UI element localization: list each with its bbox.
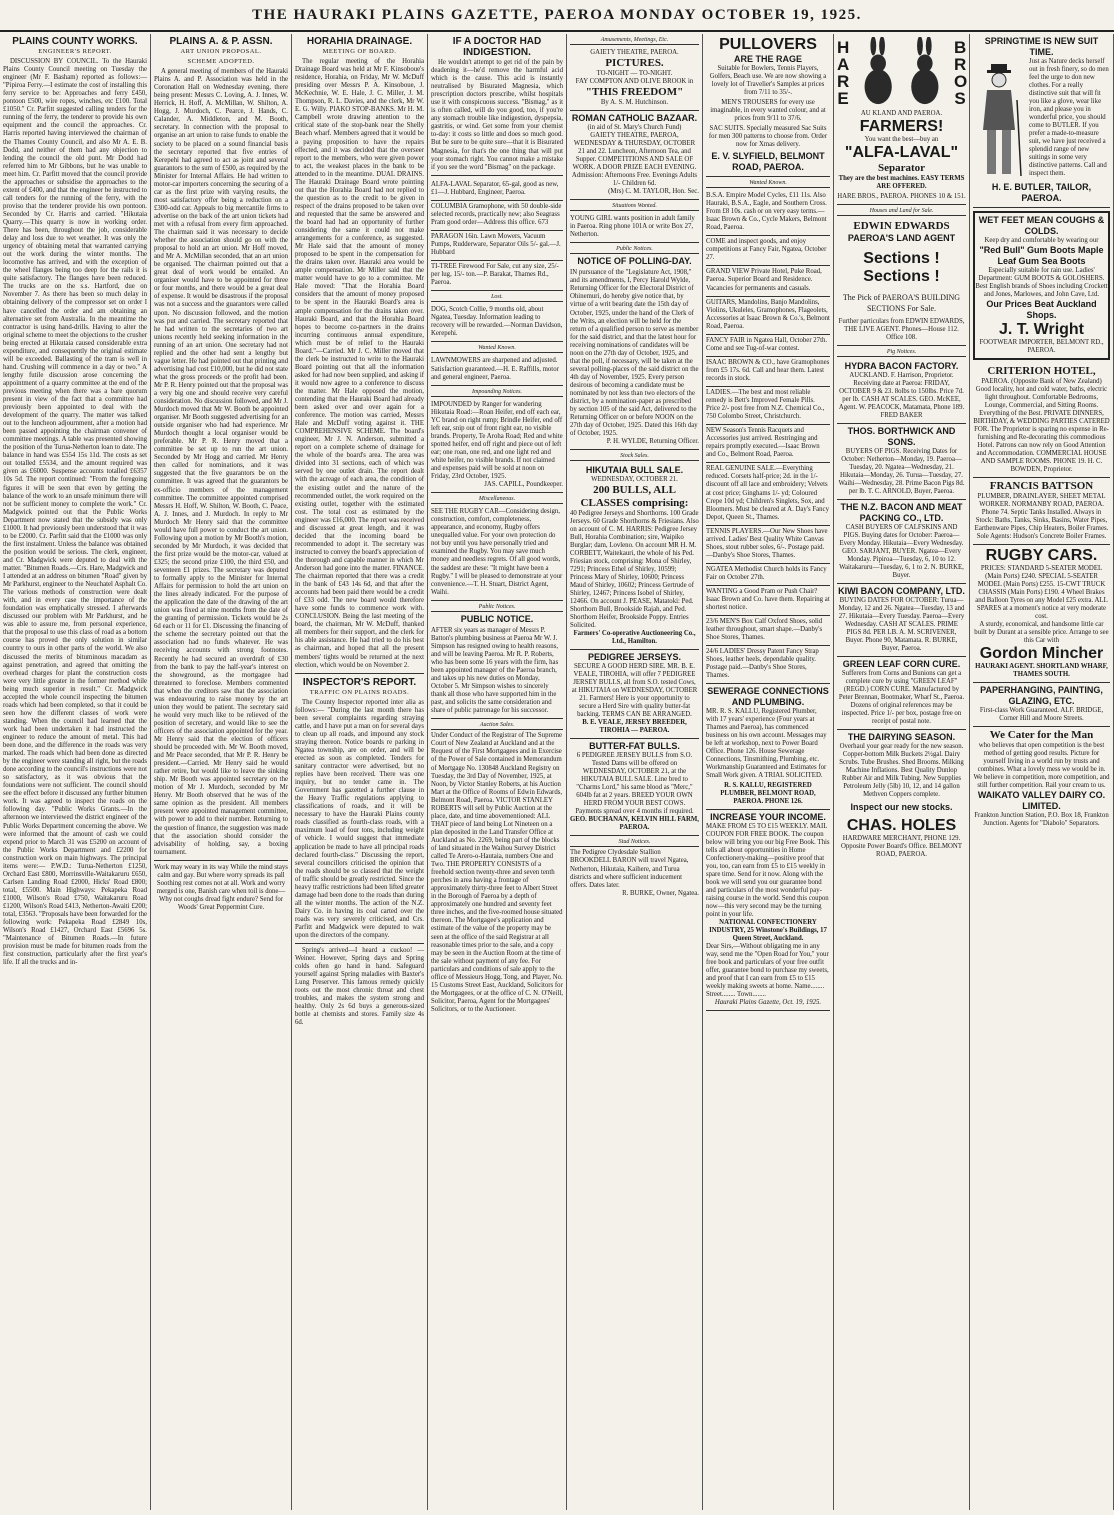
column-classifieds-c (703, 34, 834, 1510)
wanted-item: B.S.A. Empire Model Cycles, £11 11s. Also Hauraki, B.S.A., Eagle, and Southern Cross. From £8 10s. cash or on very easy terms.—Isaac Brown & Co., Cycle Makers, Belmont Road, Paeroa. (706, 190, 830, 236)
article-subtitle: ENGINEER'S REPORT. (38, 48, 112, 55)
butterfat-ad: BUTTER-FAT BULLS. 6 PEDIGREE JERSEY BULLS from S.O. Tested Dams will be offered on WEDNESDAY, OCTOBER 21, at the HIKUTAIA BULL SALE. Line bred to "Charms Lord," his same blood as "Merc," 604lb fat at 2 years. BREED YOUR OWN HERD FROM YOUR BEST COWS. Payments spread over 4 months if required. GEO. BUCHANAN, KELVIN HILL FARM, PAEROA. (570, 739, 699, 836)
borthwick-ad: THOS. BORTHWICK AND SONS. BUYERS OF PIGS. Receiving Dates for October: Netherton—Monday, 19. Paeroa—Tuesday, 20. Ngatea—Wednesday, 21. Hikutaia—Monday, 26. Turua—Tuesday, 27. Waihi—Wednesday, 28. Prime Bacon Pigs 8d. per lb. T. C. ARNOLD, Buyer, Paeroa. (837, 424, 966, 500)
section-label: Stock Sales. (570, 452, 699, 461)
wanted-item: REAL GENUINE SALE.—Everything reduced. Corsets half-price; 2d. in the 1/- discount off all lace and embroidery; Velvets at cost price; Ginghams 1/- yd; Coloured Crepe 10d yd; Children's Singlets, Sox, and Bloomers. Must be cleared at A. Day's Fancy Depot, Queen St., Thames. (706, 463, 830, 525)
wanted-item: LADIES.—The best and most reliable remedy is Bett's Improved Female Pills. Price 2/- post free from N.Z. Chemical Co., 750 Colombo Street, Christchurch. (706, 387, 830, 425)
bazaar-ad: ROMAN CATHOLIC BAZAAR. (in aid of St. Mary's Church Fund) GAIETY THEATRE, PAEROA, WEDNESDAY & THURSDAY, OCTOBER 21 and 22. Luncheon, Afternoon Tea, and Supper. COMPETITIONS AND SALE OF WORK. A DOOR PRIZE EACH EVENING. Admission: Afternoons Free. Evenings Adults 1/- Children 6d. (Mrs) C. M. TAYLOR, Hon. Sec. (570, 111, 699, 200)
article-title: PLAINS A. & P. ASSN. (169, 36, 273, 47)
masthead: THE HAURAKI PLAINS GAZETTE, PAEROA MONDAY OCTOBER 19, 1925. (0, 0, 1114, 32)
article-title: HORAHIA DRAINAGE. (306, 36, 413, 47)
hares-illustration (849, 37, 954, 109)
kiwi-bacon-ad: KIWI BACON COMPANY, LTD. BUYING DATES FOR OCTOBER: Turua—Monday, 12 and 26. Ngatea—Tuesday, 13 and 27. Hikutaia—Every Tuesday. Paeroa—Every Wednesday. CASH AT SCALES. PRIME PIGS 8d. PER LB. A. M. SCRIVENER, Buyer. Phone 90, Matamata. R. BURKE, Buyer, Paeroa. (837, 584, 966, 657)
wanted-item: TENNIS PLAYERS.—Our New Shoes have arrived. Ladies' Best Quality White Canvas Shoes, stout rubber soles, 6/-. Postage paid.—Danby's Shoe Stores, Thames. (706, 526, 830, 564)
public-notice-title: PUBLIC NOTICE. (460, 613, 534, 624)
situations-ad: YOUNG GIRL wants position in adult family in Paeroa. Ring phone 101A or write Box 27, Netherton. (570, 213, 699, 243)
peppermint-ad: Work may weary in its way While the mind stays calm and gay. But where worry spreads its pall Soothing rest comes not at all. Work and worry merged is one, Banish care when toil is done— Why not coughs dread fight endure? Send for Woods' Great Peppermint Cure. (154, 863, 288, 911)
section-label: Miscellaneous. (431, 495, 563, 504)
article-subtitle: MEETING OF BOARD. (322, 48, 397, 55)
wanted-item: FANCY FAIR in Ngatea Hall, October 27th. Come and see Tug-of-war contest. (706, 335, 830, 357)
wanted-item: GUITARS, Mandolins, Banjo Mandolins, Violins, Ukuleles, Gramophones, Flageolets, Accessories at Isaac Brown & Co.'s, Belmont Road, Paeroa. (706, 297, 830, 335)
section-label: Public Notices. (431, 603, 563, 612)
wanted-item: ISAAC BROWN & CO., have Gramophones from £5 17s. 6d. Call and hear them. Latest records in stock. (706, 357, 830, 387)
divider (154, 860, 288, 861)
theatre-ad: GAIETY THEATRE, PAEROA. PICTURES. TO-NIGHT — TO-NIGHT. FAY COMPTON AND OLIVE BROOK in "THIS FREEDOM" By A. S. M. Hutchinson. (570, 47, 699, 111)
dairying-ad: THE DAIRYING SEASON. Overhaul your gear ready for the new season. Copper-bottom Milk Buckets 2½gal. Dairy Scrubs. Tube Brushes. Shed Brooms. Milking Machine Inflations. Best Quality Dunlop Rubber Air and Milk Tubing. New Supplies Petroleum Jelly (5lb) 10, 12, and 14 gallon Methven Coppers complete. Inspect our new stocks. CHAS. HOLES HARDWARE MERCHANT, PHONE 129. Opposite Power Board's Office. BELMONT ROAD, PAEROA. (839, 732, 964, 859)
nz-bacon-ad: THE N.Z. BACON AND MEAT PACKING CO., LTD. CASH BUYERS OF CALFSKINS AND PIGS. Buying dates for October: Paeroa—Every Monday. Hikutaia—Every Wednesday. GEO. SARJANT, BUYER. Ngatea—Every Monday. Pipiroa—Tuesday, 6, 10 to 12. Waitakaruru—Tuesday, 6, 1 to 2. N. BURKE, Buyer. (837, 500, 966, 584)
section-label: Auction Sales. (431, 721, 563, 730)
column-plains-ap (151, 34, 292, 1510)
criterion-ad: CRITERION HOTEL, PAEROA. (Opposite Bank of New Zealand) Good locality, hot and cold water, baths, electric light throughout. Comfortable Bedrooms, Lounge, Commercial, and Sitting Rooms. Everything of the Best. PRIVATE DINNERS, BIRTHDAY, & WEDDING PARTIES CATERED FOR. The Proprietor is sparing no expense in Re-furnishing and Re-decorating this commodious Hotel. Patrons can now rely on Good Attention and Accommodation. COMMERCIAL HOUSE AND SAMPLE ROOMS. PHONE 19. H. C. BOWDEN, Proprietor. (973, 363, 1110, 478)
stud-notice: The Pedigree Clydesdale Stallion BROOKDELL BARON will travel Ngatea, Netherton, Hikutaia, Kaihere, and Turua districts and where sufficient inducement offers. Dates later. R. BURKE, Owner, Ngatea. (570, 849, 699, 897)
classified-ad: PARAGON 16in. Lawn Mowers, Vacuum Pumps, Rudderware, Separator Oils 5/- gal.—J. Hubbard (431, 231, 563, 261)
article-body: A general meeting of members of the Hauraki Plains A. and P. Association was held in the Coronation Hall on Wednesday evening, there being present: Messrs C. Loving, A. J. Innes, W. Herrick, H. Hoff, A. McMillan, W. Shilton, A. Hogg, J. Murdoch, C. Pearce, J. Hands, C. Calander, A. Middleton, and M. Booth, secretary. In connection with the proposal to organise an art union to raise funds to enable the society to be placed on a sound financial basis the secretary reported that five entries of Kerepehi had agreed to act as joint and several guarantors to the sum of £500, as required by the Minister for Internal Affairs. He had written to motor-car importers concerning the securing of a car as the first prize with varying results, the most satisfactory offer being a reduction on a £300-odd car. Appeals to big mercantile firms to advertise on the back of the art union tickets had met with a refusal from every firm approached. The chairman said it was necessary to decide whether the association should go on with the proposal to hold an art union. Mr Hoff moved, and Mr A. McMillan seconded, that an art union be organised. The chairman pointed out that a great deal of work would be entailed. An organiser would have to be appointed for three or four months, and there would be a great deal of expense. It would be disastrous if the proposal was not a success and the guarantors were called upon. No discussion followed, and the motion was put and carried. The secretary reported that he had written to the secretaries of two art unions recently held seeking information in the running of an art union. One secretary had not replied and the other had sent a lengthy but vague letter. He had pointed out that printing and advertising had cost £10,000, but he did not state what the gross proceeds or the profit had been. Mr P. R. Henry pointed out that the proposal was a very big one and should receive very careful consideration. No discussion followed, and Mr J. Murdoch moved that Mr W. Booth be appointed organiser. Mr Booth suggested advertising for an outside organiser who had had experience. Mr Murdoch thought a local organiser would be preferable. Mr P. R. Henry moved that a committee be set up to run the art union. Seconded by Mr Hogg and carried. Mr Henry then called for nominations, and it was suggested that the five guarantors be on the committee. It was agreed that the guarantors be ex-officio members of the management committee. The committee appointed comprised Messrs H. Hoff, W. Shilton, W. Booth, C. Peace, A. J. Innes, and J. Murdoch. In reply to Mr Murdoch Mr Henry said that the committee would have full power to conduct the art union. Following upon a motion by Mr Booth's motion, seconded by Mr Murdoch, it was decided that the first prize would be the motor-car, valued at £325; the second prize £100, the third £50, and seventeen £1 prizes. The secretary was deputed to formally apply to the Minister for Internal Affairs for permission to hold the art union on the lines already indicated. For the purpose of the application the date of the drawing of the art union was fixed at nine months from the date of the granting of permission. Tickets would be 2s 6d each or 11 for £1. Discussing the financing of the scheme the secretary pointed out that the association had no funds whatever. He was receiving accounts with strong footnotes. Recently he had secured an overdraft of £30 from the bank to pay the half-year's interest on the showground, as the mortgagee had threatened to foreclose. Members commented that when the creditors saw that the association was endeavouring to raise money by the art union they would be patient. The secretary said he would very much like to be relieved of the position of secretary, and would like to see the officers of the association appointed for the year. Mr Henry said that the election of officers should be proceeded with. Mr W. Booth moved, and Mr Peace seconded, that Mr P. R. Henry be president.—Carried. Mr Henry said he would rather retire, but would like to leave the sinking ship. Mr Booth was appointed secretary on the motion of Mr J. Murdoch, seconded by Mr Henry. Mr Booth observed that he was of the same opinion as the president. All members present were appointed management committee, with power to add to their number. Returning to the question of finance, the suggestion was made that the association should consider the advisability of holding, say, a boxing tournament. (154, 68, 288, 856)
shoes-ad: 23/6 MEN'S Box Calf Oxford Shoes, solid leather throughout, smart shape.—Danby's Shoe Stores, Thames. (706, 616, 830, 646)
article-body: DISCUSSION BY COUNCIL. To the Hauraki Plains County Council meeting on Tuesday the engineer (Mr F. Basham) reported as follows:— "Pipiroa Ferry.—I estimate the cost of installing this ferry service to be: Approaches and ferry £450, pontoon £500, wire ropes, winches, etc £100. Total £1050." Cr. Parfitt suggested calling tenders for the running of the ferry, the tenderer to provide his own equipment and the council the approaches. Cr. Harris reported having interviewed the chairman of the Thames County Council, and also Mr A. E. B. Dodd, and neither of them had any objection to lending the council the old punt. Mr Dodd had referred him to Mr Gibbons, but he was unable to meet him. Cr. Parfitt moved that the council provide the approaches or subsidise the approaches to the extent of £400, and that the engineer be instructed to call tenders for the running of the ferry, with the proviso that the tenderer provide his own pontoon. Seconded by Cr. Harris and carried. "Hikutaia Quarry.—This quarry is now in working order. There has been, throughout the job, considerable delay and loss due to wet weather. It was only the urgency of obtaining metal that warranted carrying out the work during the winter months. The locomotive has arrived, and with the exception of the wheel flanges being too deep for the rails it is quite satisfactory. The flanges have been reduced. The trucks are on the s.s. Hartford, due on November 7. As there has been so much delay in obtaining delivery of the compressor set on order I have cancelled the order and am obtaining an alternative set from Australia. In the meantime the contractor is using hand-drills. Having to alter the original scheme to meet the objections to the crusher being erected at Hikutaia caused considerable extra expenditure, and consequently the original estimate will be exceeded. Ballasting of the tram is well in hand. Crushing will commence in a day or two." A lengthy futile discussion arose concerning the appointment of a quarry committee at the end of the previous meeting when there was a bare quorum present in view of the fact that a committee had previously been appointed to deal with the development of the quarry. The matter was talked out to the luncheon adjournment, after a motion had been passed appointing the chairman convener of committee meetings. A table was presented showing the position of the Turua-Netherton loan to date. The balance in hand was £554 15s 11d. The costs as set out totalled £5534, and the amount required was given as £6000. Suspense accounts totalled £6357 10s 5d. The report continued: "From the foregoing figures it will be seen that even by getting the balance of the work to an unsafe minimum there will not be sufficient money to complete the work." Cr. Madgwick pointed out that the Public Works Department now stated that the subsidy was only £1000. It had previously been understood that it was to be £2000. Cr. Parfitt said that the £1000 was only the first instalment. Unless the balance was obtained the position would be serious. The clerk, engineer, and Cr. Madgwick were deputed to deal with the matter. "Bitumen Roads.—Crs. Hare, Madgwick and I attended at an address on bitumen "Road" given by Mr Parkhurst, engineer to the Neuchatel Asphalt Co. The various methods of construction were dealt with, and in every case the importance of the foundation was emphatically stressed. I afterwards discussed our problem with Mr Parkhurst, and he was able to assure me, from personal experience, that the proposal to use this class of road as a bottom course has proved the only solution in similar country to ours in other parts of the world. We also discussed the merits of bituminous macadam as against penetration, and agreed that omitting the overhead charges for plant the construction costs were very little greater in the former method while being much superior in result." Cr. Madgwick accepted the whole council inspecting the bitumen roads which had been completed, so that it could be seen how the different classes of work were standing. When the council had learned that the work had been undertaken it had instructed the engineer to reduce the amount of metal. This had been done, and the difference in the roads was very marked. The roads which had been done as directed by the engineer were standing all right, but the roads done according to the council's instructions were not so satisfactory, as it was obvious that the foundations were not sufficient. The council should see the effect before it discussed any further bitumen work. It was agreed to inspect the roads on the following day. "Public Works Grants.—In the afternoon we interviewed the district engineer of the Public Works Department concerning the above. We were informed that the amount of cash we could expend prior to March 31 was £5200 on account of the Public Works Department and £2200 for construction work on main highways. The principal items were:— P.W.D.: Turua-Netherton £1250, Orchard East £800, Morrinsville-Waitakaruru £650, Carlsen Landing Road £2000, Hicks' Road £800; total, £5500. Main Highways: Pekapeka Road £1000, Wilson's Road £750, Waitakaruru Road £1200, Wilson's Road £413, Netherton-Awaiti £200; total, £3563. "Proposals have been forwarded for the following work: Pekapeka Road £2849 10s, Wilson's Road £1427, Orchard East £5696 5s. "Maintenance of Bitumen Roads.—In future provision must be made for bitumen roads from the first construction, particularly after the first year's life. If all the trucks and in- (3, 58, 148, 967)
divider (295, 673, 424, 674)
article-subtitle-2: TRAFFIC ON PLAINS ROADS. (309, 688, 410, 696)
wright-ad: WET FEET MEAN COUGHS & COLDS. Keep dry and comfortable by wearing our "Red Bull" Gum Boots Maple Leaf Gum Sea Boots Especially suitable for rain use. Ladies' Department: GUM BOOTS & GOLOSHERS. Best English brands of Shoes including Crockett and Jones, Marlowes, and John Cave, Ltd. Our Prices Beat Auckland Shops. J. T. Wright FOOTWEAR IMPORTER, BELMONT RD., PAEROA. (973, 211, 1110, 360)
article-subtitle: ART UNION PROPOSAL. (180, 48, 262, 55)
gentleman-illustration (973, 60, 1025, 180)
wanted-item: NEW Season's Tennis Racquets and Accessories just arrived. Restringing and repairs promptly executed.—Isaac Brown and Co., Belmont Road, Paeroa. (706, 425, 830, 463)
income-ad: INCREASE YOUR INCOME. MAKE FROM £5 TO £15 WEEKLY. MAIL COUPON FOR FREE BOOK. The coupon below will bring you our big Free Book. This tells all about opportunities in Home Confectionery-making—positive proof that you, too, can earn from £5 to £15 weekly in spare time. Send for it now. Along with the book we will send you our guarantee bond and particulars of the most wonderful pay-raising course in the world. Send this coupon now—this very second may be the turning point in your life. NATIONAL CONFECTIONERY INDUSTRY, 25 Winstone's Buildings, 17 Queen Street, Auckland. Dear Sirs,—Without obligating me in any way, send me the "Open Road for You," your free book and particulars of your free outfit offer, guarantee bond to purchase my sweets, and proof that I can earn from £5 to £15 weekly making sweets at home. Name........ Street........ Town........ Hauraki Plains Gazette, Oct. 19, 1925. (706, 810, 830, 1011)
auction-notice: Under Conduct of the Registrar of The Supreme Court of New Zealand at Auckland and at the Request of the First Mortgagees and in Exercise of the Power of Sale contained in Memorandum of Mortgage No. 130848 Auckland Registry on Tuesday, the 3rd Day of November, 1925, at Noon, by Victor Stanley Roberts, at his Auction Mart at the Office of Rooms of Edwin Edwards, Belmont Road, Paeroa. VICTOR STANLEY ROBERTS will sell by Public Auction at the place, date, and time abovementioned: ALL THAT piece of land being Lot Nineteen on a plan deposited in the Land Transfer Office at Auckland as No. 2269, being part of the blocks of land situated in the Waihou Survey District called Te Arero-o-Hautaia, numbers One and Two. THE PROPERTY CONSISTS of a freehold section twenty-three and seven tenth perches in area having a frontage of approximately thirty-three feet to Albert Street in the Borough of Paeroa by a depth of approximately one hundred and seventy feet three inches, and the five-roomed house situated thereon. The Mortgagee's application and estimate of the value of the property may be seen at the office of the said Registrar at all reasonable times prior to the sale, and a copy may be seen in the Auction Room at the time of the sale without payment of any fee. For particulars and conditions of sale apply to the office of Messieurs Hogg, Tong, and Player, No. 15 Customs Street East, Auckland, Solicitors for the Mortgagees, or at the office of C. N. O'Neill, Solicitor, Paeroa, Agent for the Mortgagees' Solicitors, or to the Auctioneer. (431, 732, 563, 1013)
article-title-2: INSPECTOR'S REPORT. (302, 676, 417, 688)
article-section: SCHEME ADOPTED. (187, 58, 255, 66)
spring-ad: Spring's arrived—I heard a cuckoo! —Weiner. However, Spring days and Spring colds often go hand in hand. Safeguard yourself against Spring maladies with Baxter's Lung Preserver. This famous remedy quickly roots out the most chronic throat and chest troubles, and makes the system strong and healthy. Only 2s 6d buys a generous-sized bottle at chemists and stores. Family size 4s 6d. (295, 947, 424, 1027)
wanted-item: GRAND VIEW Private Hotel, Puke Road, Paeroa. Superior Board and Residence. Vacancies for permanents and casuals. (706, 266, 830, 296)
classified-ad: COLUMBIA Gramophone, with 50 double-side selected records, practically new; also Seagrass Pram good order—Address this office. 673 (431, 201, 563, 231)
article-body: The regular meeting of the Horahia Drainage Board was held at Mr F. Kinsoboue's residence, Horahia, on Friday, Mr W. McDuff presiding over Messrs P. A. Kinsoboue, J. McKechnie, W. E. Hale, J. C. Miller, J. M. Thompson, R. L. Davies, and the clerk, Mr W. E. G. Willy. PIAKO STOP-BANKS. Mr H. M. Campbell wrote drawing attention to the critical state of the stop-bank near the Shelly Beach wharf. Members agreed that it would be a paying proposition to have the repairs effected, and it was decided that the overseer report to the members, who were given power to act, the weakest places in the bank to be attended to in the meantime. DUAL DRAINS. The Hauraki Drainage Board wrote pointing out that the Horahia Board had not replied to the question as to the credit to be given in respect of the drains proposed to be taken over and requested that the same be answered and the board had had an opportunity of further considering the same it could not make arrangements for a conference, as suggested. Mr Hale said that the amount of money proposed to be spent in the compensation for the drains taken over. Hauraki area would be ample compensation. Mr Miller said that the matter would have to go to a committee. Mr Hale moved: "That the Horahia Board considers that the amount of money proposed to be spent in the Hauraki Board's area is ample compensation for the drains taken over. Hauraki Board, and that the Horahia Board hopes to become co-partners in the drains incurring continuous annual expenditure, which must be of relief to the Hauraki Board."—Carried. Mr J. C. Miller moved that the clerk be instructed to write to the Hauraki Board pointing out that all the information asked for had now been supplied, and asking if it would now agree to a conference to discuss the matter. Mr Hale opposed the motion, contending that the Hauraki Board had already been asked over and over again for a conference. The motion was carried, Messrs Hale and McDuff voting against it. THE COMPREHENSIVE SCHEME. The board's engineer, Mr J. N. Anderson, submitted a report on a complete scheme of drainage for the whole of the board's area. The area was divided into 31 sections, each of which was served by one outlet drain. The report dealt with the acreage of each area, the condition of the existing outlet and the nature of the recommended outlet, the work required on the existing outlet, together with the estimated cost. The total cost as estimated by the engineer was £16,000. The report was received and discussed at great length, and it was decided that the incoming board be recommended to adopt it. The secretary was instructed to convey the board's appreciation of the thorough and capable manner in which Mr Anderson had gone into the matter. FINANCE. The chairman reported that there was a credit in the bank of £43 14s 6d, and that after the accounts had been paid there would be a credit of £33 odd. The new board would therefore have some funds to commence work with. CONCLUSION. Being the last meeting of the board, the chairman, Mr W. McDuff, thanked all members for their support, and the clerk for his able assistance. He had tried to do his best as chairman, and hoped that all the present members' tights would be returned at the next election, which would be on November 2. (295, 58, 424, 669)
section-label: Impounding Notices. (431, 388, 563, 397)
public-notice: AFTER six years as manager of Messrs P. Batton's plumbing business at Paeroa Mr W. J. Simpson has resigned owing to health reasons, and will be leaving Paeroa. Mr R. P. Roberts, who has been some 16 years with the firm, has been appointed manager of the Paeroa branch, and takes up his new duties on Monday, October 5. Mr Simpson wishes to sincerely thank all those who have supported him in the past, and solicits the same consideration and share of public patronage for his successor. (431, 625, 563, 720)
column-classifieds-b (567, 34, 703, 1510)
divider (295, 943, 424, 944)
bros-letters: BROS (954, 38, 968, 108)
section-label: Wanted Known. (706, 179, 830, 188)
battson-ad: FRANCIS BATTSON PLUMBER, DRAINLAYER, SHEET METAL WORKER. NORMANBY ROAD, PAEROA. Phone 74. Septic Tanks Installed. Always in Stock: Baths, Tanks, Sinks, Basins, Water Pipes, Earthenware Pipes, Chip Heaters, Boiler Frames. Sole Agents: Hudson's Concrete Boiler Frames. (973, 478, 1110, 545)
divider (431, 175, 563, 176)
jersey-ad: PEDIGREE JERSEYS. SECURE A GOOD HERD SIRE. MR. B. E. VEALE, TIROHIA, will offer 7 PEDIGREE JERSEY BULLS, all from S.O. tested Cows, at HIKUTAIA on WEDNESDAY, OCTOBER 21. Farmers! Here is your opportunity to secure a Herd Sire with quality butter-fat backing. TERMS CAN BE ARRANGED. B. E. VEALE, JERSEY BREEDER, TIROHIA — PAEROA. (570, 650, 699, 739)
article-body-2: The County Inspector reported inter alia as follows:— "During the last month there has been several complaints regarding straying cattle, and I have put a man on for several days to clean up all roads, and impound any stock straying thereon. Notice boards re parking in Ngatea township, are on order, and will be erected as soon as completed. Tenders for sanitary contractor were advertised, but no replies have been received. There was one inquiry, but no tender came in. The Government has gazetted a further clause in the Heavy Traffic regulations applying to classifications of roads, and it will be necessary to have the Hauraki Plains county roads classified as fourth-class roads, with a maximum load of four tons, including weight of vehicle. I would suggest that immediate application be made to have all principal roads declared fourth-class." Discussing the report, several councillors criticised the opinion that the roads should be so classed that the weight of traffic should be greatly restricted. Since the heavy traffic restrictions had been lifted greater damage had been done to the roads than during all the winter months. The action of the N.Z. Dairy Co. in having its coal carted over the roads was very severely criticised, and Crs. Parfitt and Madgwick were deputed to wait upon the directors of the company. (295, 698, 424, 940)
polling-title: NOTICE OF POLLING-DAY. (577, 256, 692, 267)
shoes-ad: 24/6 LADIES' Dressy Patent Fancy Strap Shoes, leather heels, dependable quality. Postage paid.—Danby's Shoe Stores, Thames. (706, 646, 830, 684)
article-title: PLAINS COUNTY WORKS. (12, 36, 138, 47)
hare-letters: HARE (837, 38, 850, 108)
classified-ad: TI-TREE Firewood For Sale, cut any size, 25/- per lug, 15/- ton.—P. Barakat, Thames Rd., Paeroa. (431, 261, 563, 291)
section-label: Houses and Land for Sale. (837, 207, 966, 216)
section-label: Situations Wanted. (570, 202, 699, 211)
section-label: Amusements, Meetings, Etc. (570, 36, 699, 45)
column-plains-county (0, 34, 151, 1510)
butler-ad: SPRINGTIME IS NEW SUIT TIME. Just as Nature decks herself out in fresh finery, so do men feel the urge to don new clothes. For a really distinctive suit that will fit you like a glove, wear like iron, and please you in wonderful price, you should come to BUTLER. If you prefer a made-to-measure suit, we have just received a splendid range of new suitings in some very distinctive patterns. Call and inspect them. H. E. BUTLER, TAILOR, PAEROA. (973, 34, 1110, 208)
bridge-ad: PAPERHANGING, PAINTING, GLAZING, ETC. First-class Work Guaranteed. ALF. BRIDGE, Corner Hill and Moore Streets. (973, 683, 1110, 727)
column-ads-d (834, 34, 970, 1510)
section-label: Pig Notices. (837, 348, 966, 357)
hare-bros-ad: HARE BROS AU KLAND AND PAEROA. FARMERS! You want the best—buy an "ALFA-LAVAL" Separator They are the best machines. EASY TERMS ARE OFFERED. HARE BROS., PAEROA. PHONES 10 & 151. (837, 34, 966, 205)
hydra-ad: HYDRA BACON FACTORY. AUCKLAND. F. Harrison, Proprietor. Receiving date at Paeroa: FRIDAY, OCTOBER 9 & 23. 8olbs to 150lbs. Price 7d. per lb. CASH AT SCALES. GEO. McKEE, Agent. W. PEACOCK, Matamata, Phone 189. FRED BAKER (837, 359, 966, 424)
rugby-cars-ad: RUGBY CARS. PRICES: STANDARD 5-SEATER MODEL (Main Ports) £240. SPECIAL 5-SEATER MODEL (Main Ports) £255. 15-CWT TRUCK CHASSIS (Main Ports) £190. 4 Wheel Brakes and Balloon Tyres on any Model £25 extra. ALL SPARES at a moment's notice at very moderate cost. A sturdy, economical, and handsome little car built by Durant at a sensible price. Arrange to see this Car with Gordon Mincher HAURAKI AGENT. SHORTLAND WHARF, THAMES SOUTH. (973, 545, 1110, 683)
corn-cure-ad: GREEN LEAF CORN CURE. Sufferers from Corns and Bunions can get a complete cure by using "GREEN LEAF" (REGD.) CORN CURE. Manufactured by Peter Brennan, Bootmaker, Wharf St., Paeroa. Dozens of original references may be inspected. Price 1/- per box, postage free on receipt of postal note. (837, 657, 966, 730)
wanted-item: COME and inspect goods, and enjoy competitions at Fancy Fair, Ngatea, October 27. (706, 236, 830, 266)
lost-ad: DOG, Scotch Collie, 9 months old, about Ngatea, Tuesday. Information leading to recovery will be rewarded.—Norman Davidson, Kerepehi. (431, 304, 563, 342)
wanted-ad: LAWNMOWERS are sharpened and adjusted. Satisfaction guaranteed.—H. E. Raffills, motor and general engineer, Paeroa. (431, 355, 563, 385)
section-label: Wanted Known. (431, 344, 563, 353)
section-label: Public Notices. (570, 245, 699, 254)
wanted-item: NGATEA Methodist Church holds its Fancy Fair on October 27th. (706, 564, 830, 586)
bull-sale-ad: HIKUTAIA BULL SALE. WEDNESDAY, OCTOBER 21. 200 BULLS, ALL CLASSES comprising: 40 Pedigree Jerseys and Shorthorns. 100 Grade Jerseys. 60 Grade Shorthorns & Friesians. Also on account of C. M. HARRIS: Pedigree Jersey Bull, Horahia Combination; sire, Waipiko Burglar; dam, Lovleno. On account MR H. M. CORBETT, Waitekauri, the whole of his Ped. Friesian stock, comprising: Mona of Shirley, 7291; Princess Ethel of Shirley, 10599; Princess Mary of Shirley, 10600; Princess Maud of Shirley, 10602; Princess Gertrude of Shirley, 12467; Princess Isobel of Shirley, 12466. On account J. PEASE, Matatoki: Ped. Shorthorn Bull, Brookside Rajah, and Ped. Shorthorn Heifer, Brookside Poppy. Entries Solicited. Farmers' Co-operative Auctioneering Co., Ltd., Hamilton. (570, 463, 699, 650)
pullovers-ad: PULLOVERS ARE THE RAGE Suitable for Bowlers, Tennis Players, Golfers, Beach use. We are now showing a lovely lot of Travelier's Samples at prices from 7/11 to 35/-. MEN'S TROUSERS for every use imaginable, in every wanted colour, and at prices from 9/11 to 37/6. SAC SUITS. Specially measured Sac Suits for men 300 patterns to choose from. Order now for Xmas delivery. E. V. SLYFIELD, BELMONT ROAD, PAEROA. (706, 34, 830, 177)
edwin-edwards-ad: EDWIN EDWARDS PAEROA'S LAND AGENT Sections ! Sections ! The Pick of PAEROA'S BUILDING SECTIONS For Sale. Further particulars from EDWIN EDWARDS, THE LIVE AGENT. Phones—House 112. Office 108. (837, 218, 966, 346)
sewerage-ad: SEWERAGE CONNECTIONS AND PLUMBING. MR. R. S. KALLU, Registered Plumber, with 17 years' experience (Four years at Thames and Paeroa), has commenced business on his own account. Messages may be left at workshop, next to Power Board Office. Phone 126. House Sewerage Connections, Tinsmithing, Plumbing, etc. Workmanship Guaranteed and Estimates for Small Work given. A TRIAL SOLICITED. R. S. KALLU, REGISTERED PLUMBER, BELMONT ROAD, PAEROA. PHONE 126. (706, 684, 830, 810)
section-label: Stud Notices. (570, 838, 699, 847)
rugby-notice: SEE THE RUGBY CAR—Considering design, construction, comfort, completeness, appearance, and economy, Rugby offers unequalled value. For your own protection do not buy until you have personally tried and examined the Rugby. You may save much money and needless regrets. Of all good words, the saddest are these: "It might have been a Rugby." I will be pleased to demonstrate at your convenience.—T. H. Stuart, District Agent, Waihi. (431, 506, 563, 601)
polling-notice: IN pursuance of the "Legislature Act, 1908," and its amendments, I, Percy Harold Wylde, Returning Officer for the Electoral District of Ohinemuri, do hereby give notice that, by virtue of a writ bearing date the 15th day of October, 1925, under the hand of the Clerk of the Writs, an election will be held for the return of a qualified person to serve as member for the said district, and that the latest hour for receiving nominations of candidates will be noon on the 27th day of October, 1925, and that the poll, if necessary, will be taken at the several polling-places of the said district on the 4th day of November, 1925. Every person desirous of becoming a candidate must be nominated by not less than two electors of the district, by a nomination-paper as prescribed by section 105 of the said Act, delivered to the Returning Officer on or before NOON on the 27th day of October, 1925. Dated this 16th day of October, 1925. P. H. WYLDE, Returning Officer. (570, 267, 699, 450)
article-body: He wouldn't attempt to get rid of the pain by deadening it—he'd remove the harmful acid which is the cause. This acid is instantly neutralised by Bisurated Magnesia, which prescription doctors prescribe, whilst hospitals use it with conspicuous success. "Bismag," as it is often called, will do you good, too, if you're any stomach trouble like indigestion, dyspepsia, gastritis, or wind. Get some from your chemist to-day: it costs so little and does so much good. But be sure to be quite sure—that it is Bisurated Magnesia, for that's the one thing that will put your stomach right. You cannot make a mistake if you see the word "Bismag" on the package. (431, 59, 563, 171)
wanted-item: WANTING a Good Pram or Push Chair? Isaac Brown and Co. have them. Repairing at shortest notice. (706, 586, 830, 616)
column-ads-e (970, 34, 1114, 1510)
section-label: Lost. (431, 293, 563, 302)
column-horahia (292, 34, 428, 1510)
classified-ad: ALFA-LAVAL Separator, 65-gal, good as new, £1—J. Hubbard, Engineer, Paeroa. (431, 179, 563, 201)
waikato-dairy-ad: We Cater for the Man who believes that open competition is the best method of getting good results. Picture for yourself living in a world run by trusts and combines. What a lovely mess we would be in. We believe in competition, more competition, and still further competition. Rail your cream to us. WAIKATO VALLEY DAIRY CO. LIMITED. Frankton Junction Station, P.O. Box 18, Frankton Junction. Agents for "Diabolo" Separators. (973, 729, 1110, 827)
article-title: IF A DOCTOR HAD INDIGESTION. (452, 36, 542, 58)
impounding-ad: IMPOUNDED by Ranger for wandering Hikutaia Road:—Roan Heifer, end off each ear, YC brand on right rump; Brindle Heifer, end off left ear, snip out of front right ear, no visible brands. Property, Te Aroha Road; Red and white spotted heifer, end off right and piece out of left ear; one roan, one red, and one light red and white heifer, no visible brands. If not claimed and expenses paid will be sold at noon on Friday, 23rd October, 1925. JAS. CAPILL, Poundkeeper. (431, 399, 563, 494)
column-classifieds-a (428, 34, 567, 1510)
